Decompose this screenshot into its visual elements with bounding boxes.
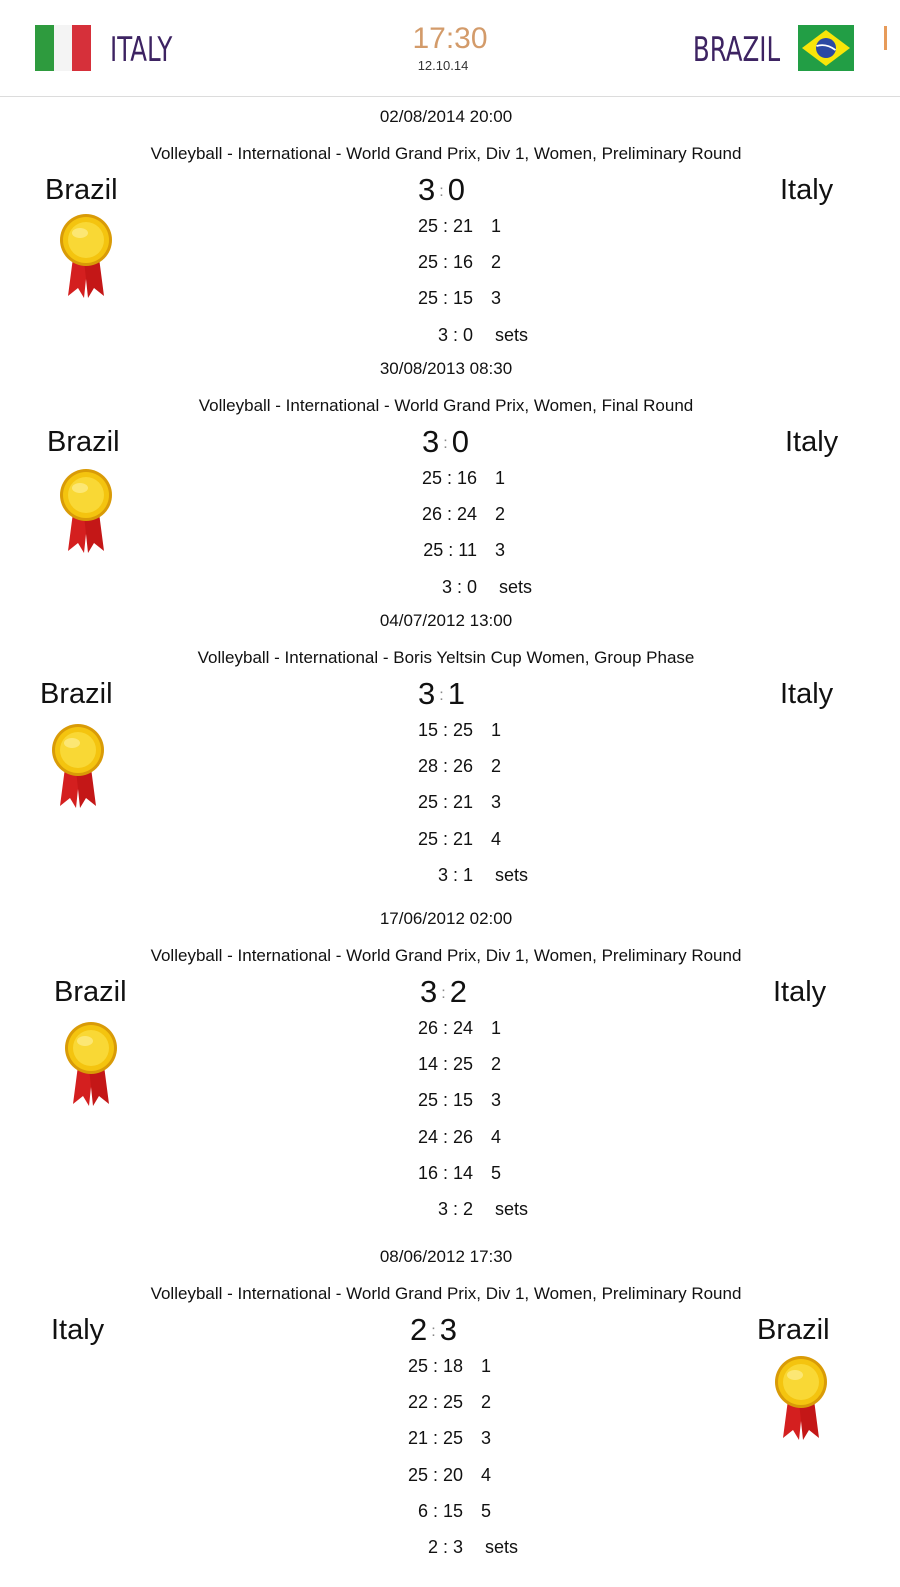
set-number: 2	[491, 252, 502, 273]
set-number: 1	[491, 1018, 502, 1038]
set-score-row	[403, 828, 501, 850]
sets-total-row	[407, 576, 532, 598]
away-score: 0	[451, 424, 469, 459]
sets-total-row	[393, 1536, 518, 1558]
match-time: 17:30	[412, 22, 488, 55]
final-score	[420, 975, 467, 1011]
home-team-label[interactable]: Brazil	[47, 426, 120, 458]
header-edge-accent	[884, 26, 887, 50]
set-points: 25 : 21	[417, 216, 473, 236]
sets-label: sets	[499, 576, 533, 597]
set-points: 22 : 25	[407, 1392, 463, 1413]
sets-label: sets	[495, 324, 529, 345]
away-team-label[interactable]: Italy	[785, 426, 839, 458]
home-team-label[interactable]: Brazil	[40, 678, 113, 710]
set-points: 25 : 16	[417, 252, 473, 273]
set-score-row	[407, 539, 505, 561]
home-team-label[interactable]: Brazil	[54, 976, 127, 1008]
score-separator: :	[441, 985, 446, 1002]
final-score	[410, 1313, 457, 1349]
gold-medal-icon	[58, 465, 114, 557]
home-score: 3	[418, 172, 436, 207]
competition-name[interactable]: Volleyball - International - Boris Yeltsin Cup Women, Group Phase	[197, 648, 695, 667]
set-score-row	[393, 1427, 491, 1449]
brazil-flag-icon	[798, 25, 854, 71]
set-points: 25 : 21	[417, 792, 473, 813]
set-score-row	[403, 1017, 501, 1039]
set-score-row	[393, 1464, 491, 1486]
set-points: 2 : 3	[427, 1537, 463, 1557]
sets-label: sets	[495, 1199, 529, 1219]
home-score: 3	[420, 974, 438, 1009]
away-team-label[interactable]: Italy	[773, 976, 827, 1008]
set-number: 4	[491, 1126, 502, 1147]
gold-medal-icon	[63, 1018, 119, 1110]
set-number: 1	[491, 216, 502, 236]
set-number: 2	[495, 504, 506, 525]
set-score-row	[403, 215, 501, 237]
away-team-name[interactable]: BRAZIL	[692, 30, 780, 70]
set-points: 25 : 15	[417, 1090, 473, 1111]
set-points: 25 : 11	[423, 540, 477, 561]
set-points: 25 : 16	[421, 468, 477, 488]
set-number: 3	[491, 792, 502, 813]
set-score-row	[403, 251, 501, 273]
set-points: 21 : 25	[407, 1428, 463, 1449]
set-points: 25 : 18	[407, 1356, 463, 1376]
italy-flag-icon	[35, 25, 91, 71]
set-score-row	[403, 1126, 501, 1148]
home-team-name[interactable]: ITALY	[110, 30, 173, 70]
competition-name[interactable]: Volleyball - International - World Grand Prix, Div 1, Women, Preliminary Round	[150, 144, 742, 163]
set-number: 3	[491, 1090, 502, 1111]
sets-total-row	[403, 1198, 528, 1220]
set-score-row	[407, 467, 505, 489]
set-score-row	[403, 1162, 501, 1184]
set-points: 3 : 1	[437, 864, 473, 885]
gold-medal-icon	[50, 720, 106, 812]
set-score-row	[407, 503, 505, 525]
set-score-row	[403, 719, 501, 741]
set-number: 4	[481, 1464, 492, 1485]
set-number: 2	[481, 1392, 492, 1413]
away-team-label[interactable]: Italy	[780, 174, 834, 206]
set-number: 1	[491, 720, 502, 740]
match-datetime: 04/07/2012 13:00	[379, 611, 513, 630]
match-datetime: 08/06/2012 17:30	[379, 1247, 513, 1266]
gold-medal-icon	[773, 1352, 829, 1444]
set-points: 15 : 25	[417, 720, 473, 740]
away-team-label[interactable]: Italy	[780, 678, 834, 710]
score-separator: :	[443, 435, 448, 452]
set-score-row	[403, 287, 501, 309]
set-points: 3 : 2	[437, 1199, 473, 1219]
set-number: 2	[491, 756, 502, 777]
match-datetime: 30/08/2013 08:30	[379, 359, 513, 378]
home-score: 2	[410, 1312, 428, 1347]
sets-total-row	[403, 864, 528, 886]
away-score: 3	[439, 1312, 457, 1347]
set-score-row	[393, 1355, 491, 1377]
set-number: 3	[491, 288, 502, 309]
set-score-row	[393, 1391, 491, 1413]
competition-name[interactable]: Volleyball - International - World Grand Prix, Div 1, Women, Preliminary Round	[150, 946, 742, 965]
competition-name[interactable]: Volleyball - International - World Grand Prix, Div 1, Women, Preliminary Round	[150, 1284, 742, 1303]
competition-name[interactable]: Volleyball - International - World Grand Prix, Women, Final Round	[198, 396, 694, 415]
home-team-label[interactable]: Brazil	[45, 174, 118, 206]
away-score: 0	[447, 172, 465, 207]
set-number: 3	[495, 540, 506, 561]
set-points: 24 : 26	[417, 1126, 473, 1147]
score-separator: :	[439, 183, 444, 200]
match-datetime: 02/08/2014 20:00	[379, 107, 513, 126]
set-points: 25 : 15	[417, 288, 473, 309]
final-score	[418, 173, 465, 209]
set-score-row	[403, 1053, 501, 1075]
home-team-label[interactable]: Italy	[51, 1314, 105, 1346]
match-date: 12.10.14	[417, 58, 469, 73]
set-points: 26 : 24	[417, 1018, 473, 1038]
set-points: 6 : 15	[417, 1500, 463, 1521]
home-score: 3	[422, 424, 440, 459]
set-points: 14 : 25	[417, 1054, 473, 1075]
match-datetime: 17/06/2012 02:00	[379, 909, 513, 928]
set-score-row	[393, 1500, 491, 1522]
home-score: 3	[418, 676, 436, 711]
set-points: 3 : 0	[441, 576, 477, 597]
set-points: 25 : 21	[417, 828, 473, 849]
away-score: 2	[449, 974, 467, 1009]
set-number: 1	[495, 468, 506, 488]
set-score-row	[403, 755, 501, 777]
set-number: 3	[481, 1428, 492, 1449]
set-number: 5	[481, 1500, 492, 1521]
set-number: 5	[491, 1162, 502, 1183]
sets-total-row	[403, 324, 528, 346]
set-score-row	[403, 1089, 501, 1111]
gold-medal-icon	[58, 210, 114, 302]
set-number: 4	[491, 828, 502, 849]
set-points: 25 : 20	[407, 1464, 463, 1485]
score-separator: :	[439, 687, 444, 704]
away-team-label[interactable]: Brazil	[757, 1314, 830, 1346]
set-points: 3 : 0	[437, 324, 473, 345]
away-score: 1	[447, 676, 465, 711]
set-points: 28 : 26	[417, 756, 473, 777]
score-separator: :	[431, 1323, 436, 1340]
set-points: 26 : 24	[421, 504, 477, 525]
set-number: 1	[481, 1356, 492, 1376]
final-score	[422, 425, 469, 461]
match-header	[0, 0, 900, 97]
sets-label: sets	[485, 1537, 519, 1557]
set-number: 2	[491, 1054, 502, 1075]
final-score	[418, 677, 465, 713]
set-score-row	[403, 791, 501, 813]
sets-label: sets	[495, 864, 529, 885]
set-points: 16 : 14	[417, 1162, 473, 1183]
